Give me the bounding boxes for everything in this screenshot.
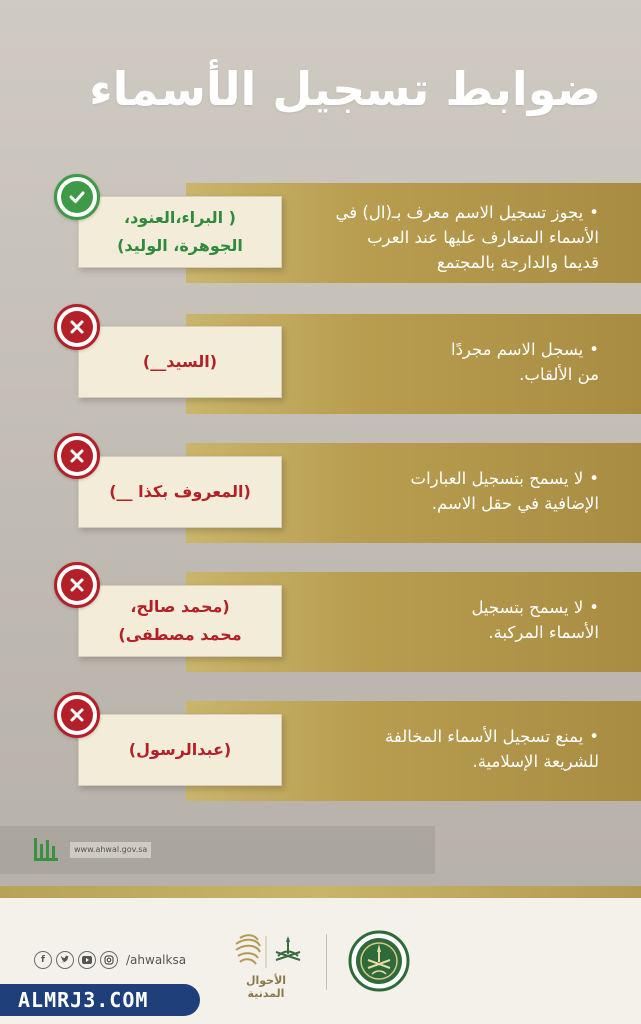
rule-2-line-2: من الألقاب. [519, 365, 599, 384]
example-5-line-1: (عبدالرسول) [128, 740, 232, 759]
rule-text-5: •يمنع تسجيل الأسماء المخالفة للشريعة الإسلامية. [299, 724, 599, 774]
example-note-5 [78, 714, 282, 786]
example-4-line-2: محمد مصطفى) [118, 625, 242, 644]
cross-icon [68, 706, 86, 724]
cross-icon [68, 447, 86, 465]
cross-badge-5 [54, 692, 100, 738]
example-note-4 [78, 585, 282, 657]
absher-logo [32, 832, 62, 866]
rule-1-line-2: الأسماء المتعارف عليها عند العرب [367, 228, 599, 247]
brand-watermark: ALMRJ3.COM [0, 984, 200, 1016]
rule-text-2: •يسجل الاسم مجردًا من الألقاب. [299, 337, 599, 387]
cross-badge-2 [54, 304, 100, 350]
rule-text-1: •يجوز تسجيل الاسم معرف بـ(ال) في الأسماء المتعارف عليها عند العرب قديما والدارجة بالمجتمع [299, 200, 599, 275]
checkmark-icon [67, 187, 87, 207]
absher-logo-icon [32, 834, 62, 864]
rule-4-line-1: لا يسمح بتسجيل [471, 598, 584, 617]
example-4-line-1: (محمد صالح، [130, 597, 230, 616]
website-link[interactable]: www.ahwal.gov.sa [70, 842, 151, 858]
footer-strip [0, 826, 435, 874]
agency-name: الأحوال المدنية [245, 974, 287, 1000]
example-note-1 [78, 196, 282, 268]
rule-text-4: •لا يسمح بتسجيل الأسماء المركبة. [299, 595, 599, 645]
rule-1-line-3: قديما والدارجة بالمجتمع [436, 253, 599, 272]
twitter-icon[interactable] [56, 951, 74, 969]
check-badge [54, 174, 100, 220]
example-1-line-1: ( البراء،العنود، [124, 208, 236, 227]
example-note-3 [78, 456, 282, 528]
example-note-2 [78, 326, 282, 398]
cross-badge-4 [54, 562, 100, 608]
cross-badge-3 [54, 433, 100, 479]
social-handle[interactable]: /ahwalksa [126, 953, 187, 967]
rule-1-line-1: يجوز تسجيل الاسم معرف بـ(ال) في [335, 203, 584, 222]
example-1-line-2: الجوهرة، الوليد) [117, 236, 243, 255]
instagram-icon[interactable] [100, 951, 118, 969]
cross-icon [68, 318, 86, 336]
ministry-emblem-icon [348, 930, 410, 992]
facebook-icon[interactable]: f [34, 951, 52, 969]
logo-divider [326, 934, 327, 990]
example-2-line-1: (السيد__) [142, 352, 218, 371]
youtube-icon[interactable] [78, 951, 96, 969]
rule-2-line-1: يسجل الاسم مجردًا [450, 340, 584, 359]
rule-3-line-2: الإضافية في حقل الاسم. [431, 494, 599, 513]
cross-icon [68, 576, 86, 594]
example-3-line-1: (المعروف بكذا __) [109, 482, 251, 501]
social-links [34, 951, 186, 969]
rule-5-line-1: يمنع تسجيل الأسماء المخالفة [385, 727, 584, 746]
rule-5-line-2: للشريعة الإسلامية. [472, 752, 599, 771]
rule-text-3: •لا يسمح بتسجيل العبارات الإضافية في حقل الاسم. [299, 466, 599, 516]
rule-4-line-2: الأسماء المركبة. [488, 623, 599, 642]
gold-divider [0, 886, 641, 898]
page-title: ضوابط تسجيل الأسماء [89, 62, 601, 116]
rule-3-line-1: لا يسمح بتسجيل العبارات [410, 469, 584, 488]
